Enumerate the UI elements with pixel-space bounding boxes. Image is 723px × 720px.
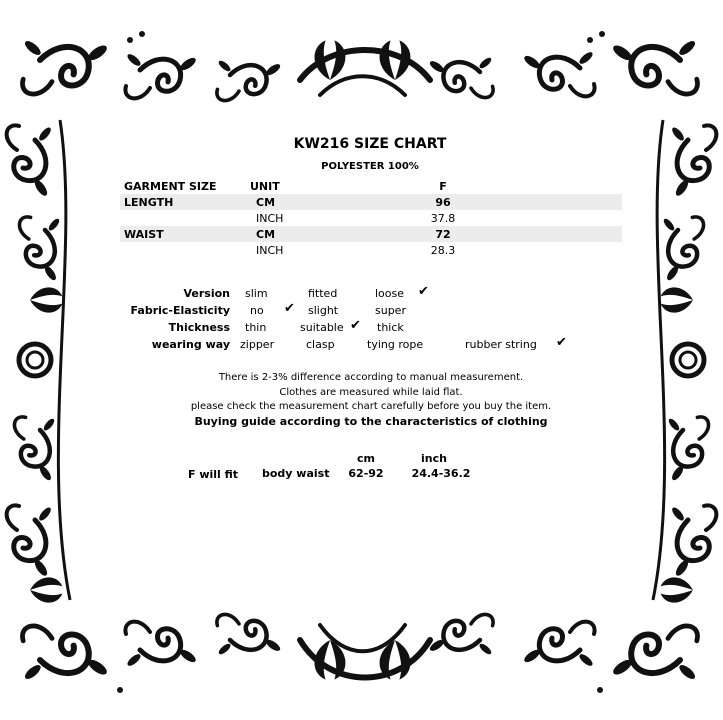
note-check-chart: please check the measurement chart carefully before you buy the item. xyxy=(190,401,552,412)
table-header-size-f: F xyxy=(439,180,447,193)
option-slight: slight xyxy=(308,304,339,317)
option-fitted: fitted xyxy=(308,287,338,300)
fit-row-label: F will fit xyxy=(188,468,239,481)
frame-top-ornament xyxy=(23,31,698,101)
option-suitable: suitable xyxy=(300,321,344,334)
row-unit: INCH xyxy=(256,212,284,225)
note-laid-flat: Clothes are measured while laid flat. xyxy=(279,387,463,398)
option-clasp: clasp xyxy=(306,338,335,351)
row-unit: INCH xyxy=(256,244,284,257)
table-row-band xyxy=(120,194,622,210)
check-mark-icon: ✔ xyxy=(284,301,295,316)
fit-value-inch: 24.4-36.2 xyxy=(411,467,471,480)
row-value: 72 xyxy=(435,228,451,241)
option-zipper: zipper xyxy=(240,338,275,351)
option-thick: thick xyxy=(377,321,404,334)
option-slim: slim xyxy=(245,287,268,300)
attribute-label-wearing-way: wearing way xyxy=(151,338,230,351)
row-value: 28.3 xyxy=(430,244,456,257)
row-unit: CM xyxy=(256,196,276,209)
option-super: super xyxy=(375,304,406,317)
option-thin: thin xyxy=(245,321,267,334)
fit-header-cm: cm xyxy=(357,452,375,465)
attribute-label-version: Version xyxy=(183,287,230,300)
frame-left-ornament xyxy=(7,120,70,603)
chart-title: KW216 SIZE CHART xyxy=(293,136,447,152)
attribute-label-thickness: Thickness xyxy=(168,321,230,334)
row-value: 37.8 xyxy=(430,212,456,225)
attribute-label-fabric-elasticity: Fabric-Elasticity xyxy=(130,304,230,317)
buying-guide-title: Buying guide according to the characteristics of clothing xyxy=(194,415,548,428)
row-value: 96 xyxy=(435,196,451,209)
frame-right-ornament xyxy=(653,120,716,603)
option-rubber-string: rubber string xyxy=(465,338,537,351)
fit-measure-label: body waist xyxy=(262,467,330,480)
option-loose: loose xyxy=(375,287,405,300)
material-label: POLYESTER 100% xyxy=(321,161,419,172)
row-label-length: LENGTH xyxy=(124,196,174,209)
note-measurement-difference: There is 2-3% difference according to manual measurement. xyxy=(218,372,524,383)
option-tying-rope: tying rope xyxy=(367,338,424,351)
table-header-garment-size: GARMENT SIZE xyxy=(124,180,217,193)
row-label-waist: WAIST xyxy=(124,228,164,241)
check-mark-icon: ✔ xyxy=(350,318,361,333)
table-row-band xyxy=(120,226,622,242)
option-no: no xyxy=(250,304,264,317)
check-mark-icon: ✔ xyxy=(556,335,567,350)
fit-header-inch: inch xyxy=(421,452,447,465)
table-header-unit: UNIT xyxy=(250,180,280,193)
row-unit: CM xyxy=(256,228,276,241)
frame-bottom-ornament xyxy=(23,614,698,693)
check-mark-icon: ✔ xyxy=(418,284,429,299)
fit-value-cm: 62-92 xyxy=(348,467,384,480)
